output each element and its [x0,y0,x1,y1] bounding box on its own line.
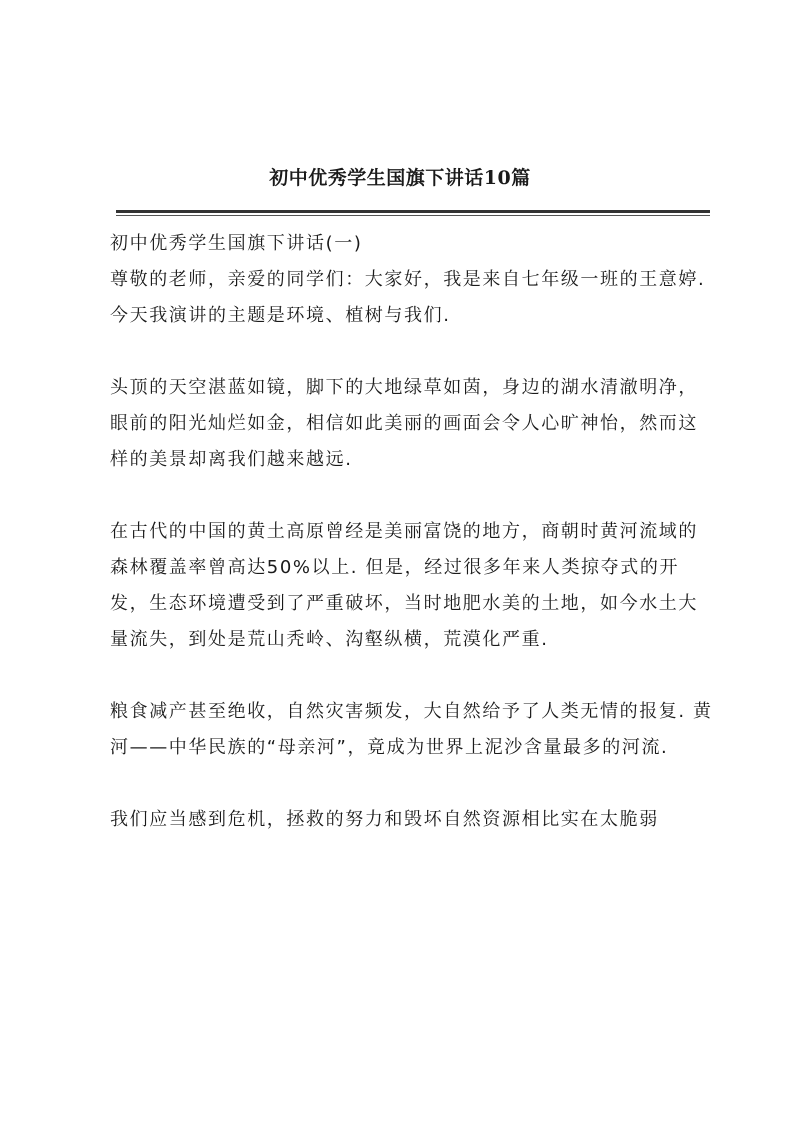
paragraph-2: 头顶的天空湛蓝如镜，脚下的大地绿草如茵，身边的湖水清澈明净，眼前的阳光灿烂如金，相信如此美丽的画面会令人心旷神怡，然而这样的美景却离我们越来越远. [110,377,698,470]
paragraph-spacer [110,766,715,802]
paragraph-spacer [110,658,715,694]
paragraph-1: 尊敬的老师，亲爱的同学们：大家好，我是来自七年级一班的王意婷. 今天我演讲的主题是环境、植树与我们. [110,269,706,326]
paragraph-spacer [110,334,715,370]
title-divider [116,210,710,213]
paragraph-4: 粮食减产甚至绝收，自然灾害频发，大自然给予了人类无情的报复. 黄河——中华民族的“母亲河”，竟成为世界上泥沙含量最多的河流. [110,701,713,758]
document-body [110,226,715,838]
paragraph-3: 在古代的中国的黄土高原曾经是美丽富饶的地方，商朝时黄河流域的森林覆盖率曾高达50%以上. 但是，经过很多年来人类掠夺式的开发，生态环境遭受到了严重破坏，当时地肥水美的土地，如今水土大量流失，到处是荒山秃岭、沟壑纵横，荒漠化严重. [110,521,698,650]
paragraph-spacer [110,478,715,514]
paragraph-5: 我们应当感到危机，拯救的努力和毁坏自然资源相比实在太脆弱 [110,809,659,830]
document-title: 初中优秀学生国旗下讲话10篇 [269,167,531,189]
section-subtitle: 初中优秀学生国旗下讲话(一) [110,233,363,254]
